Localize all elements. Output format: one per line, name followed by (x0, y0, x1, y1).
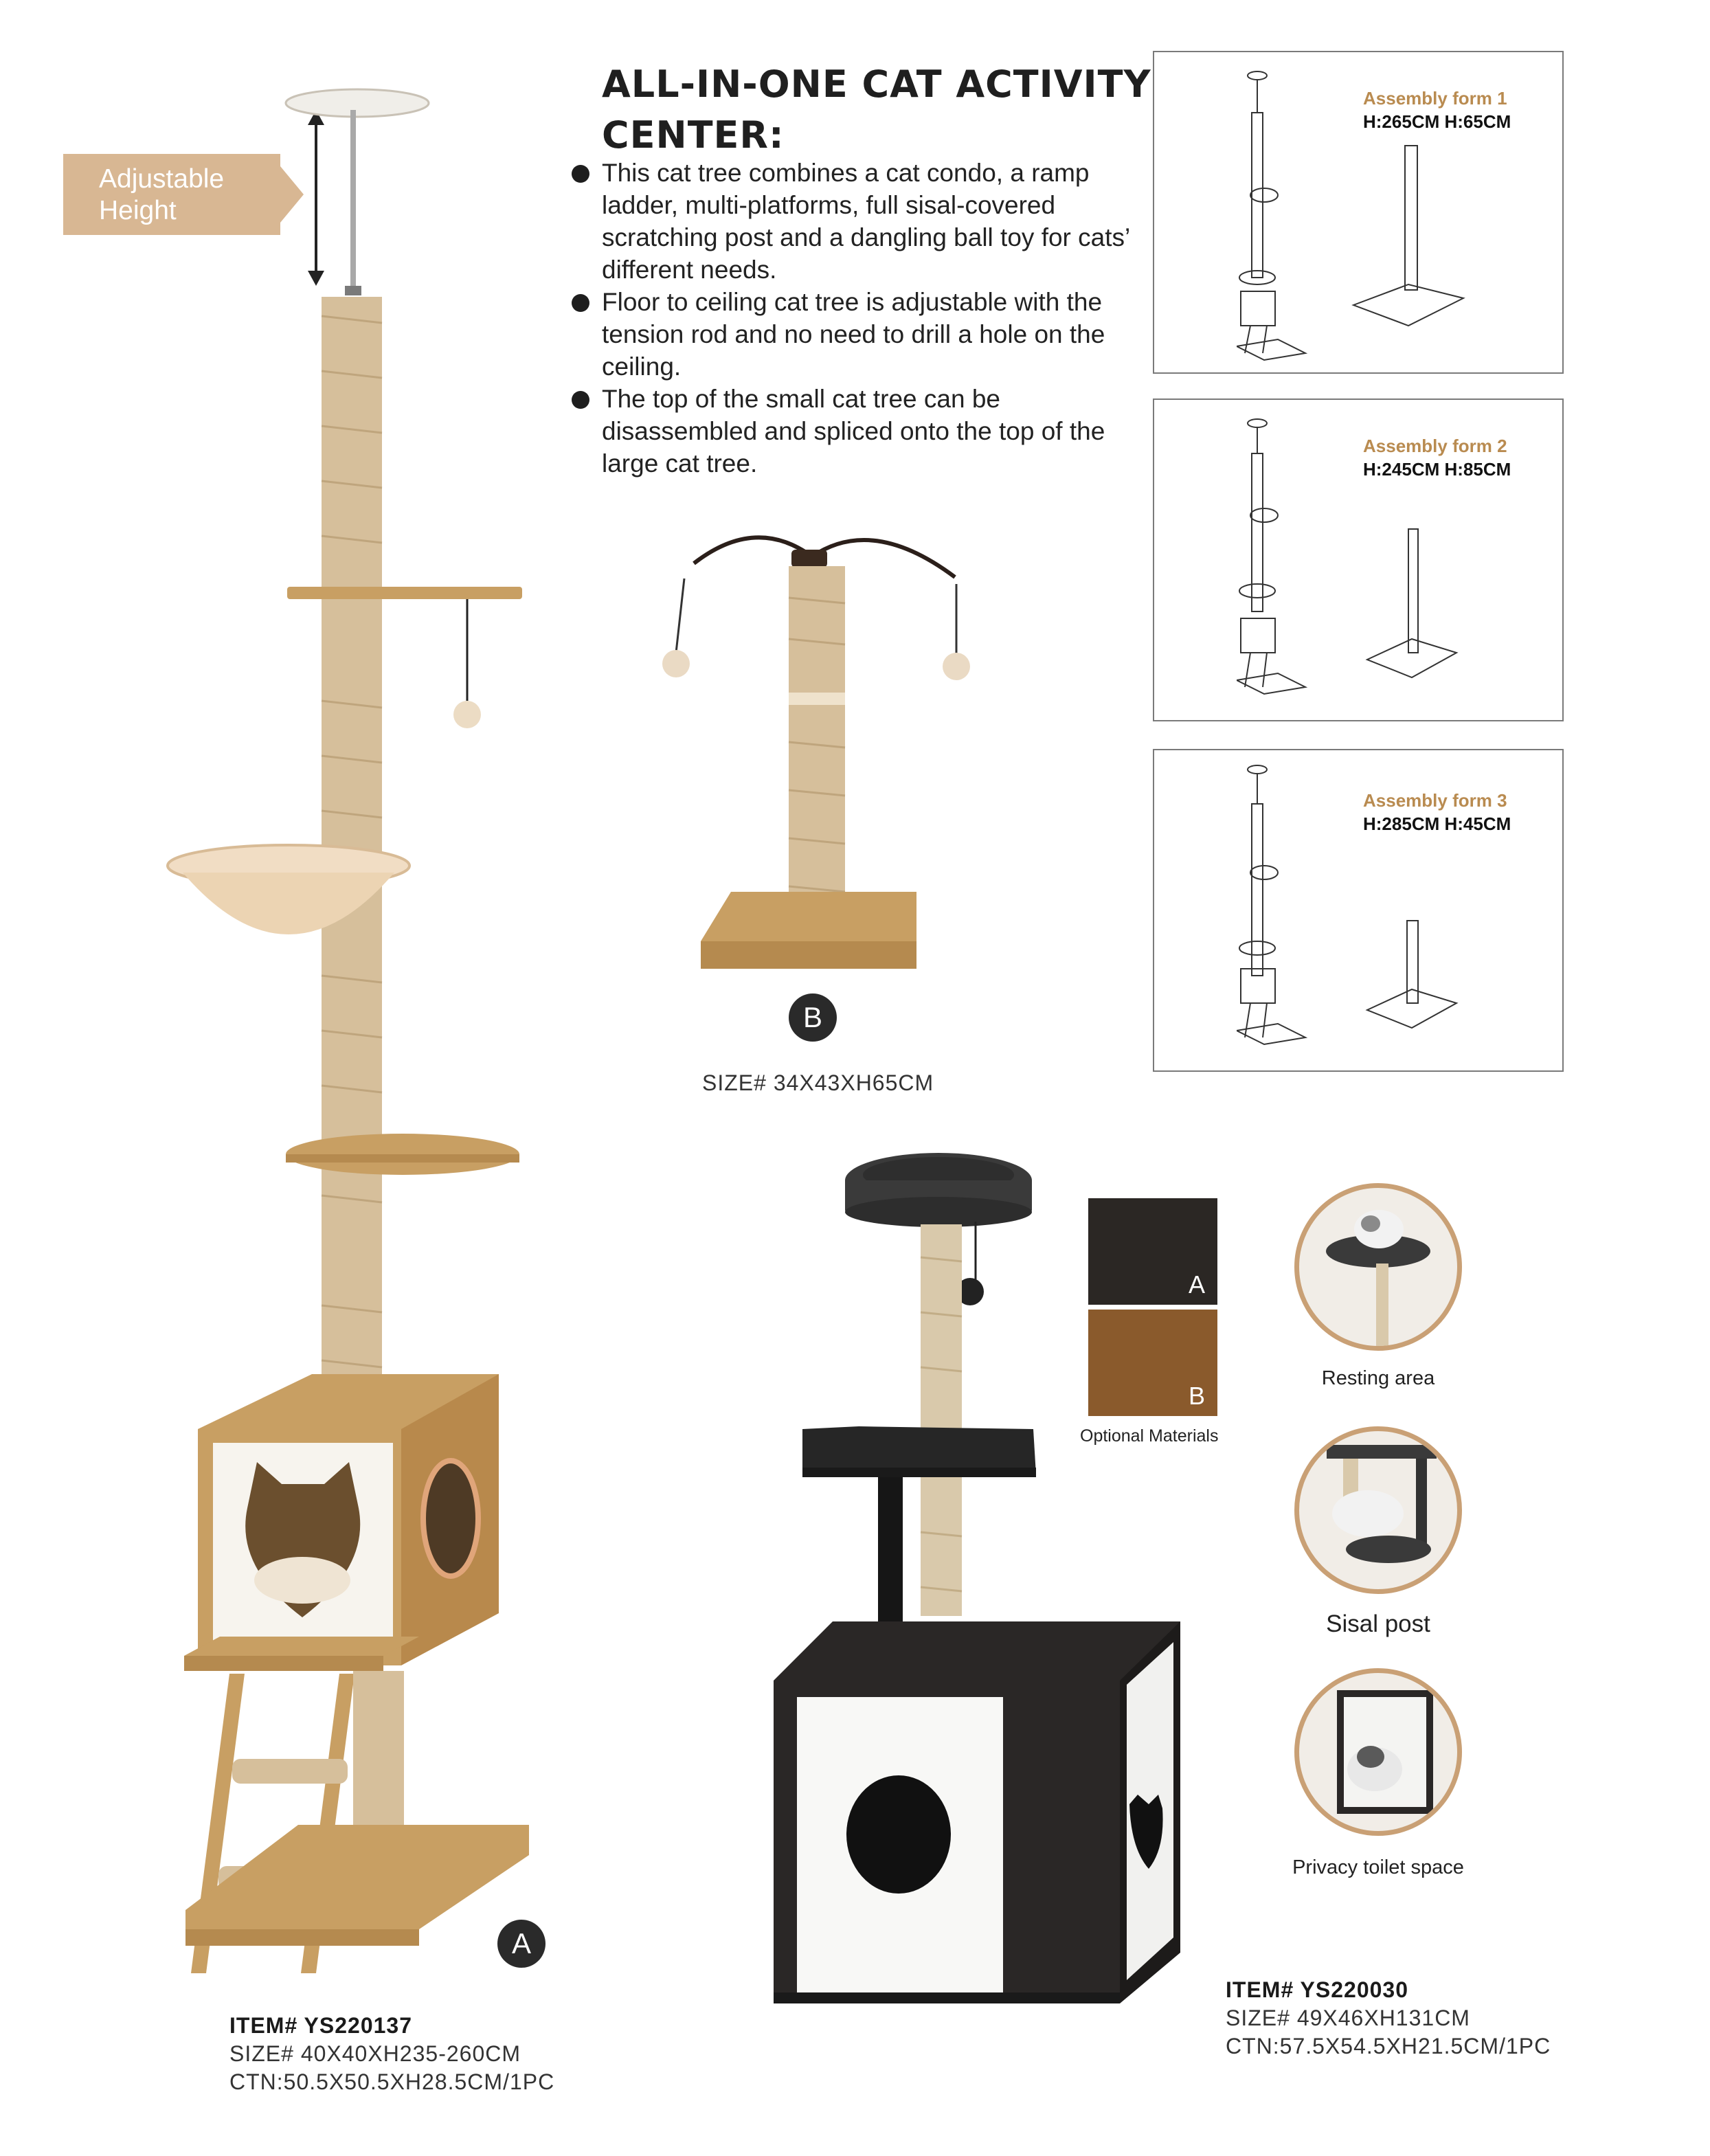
material-swatch-b (1088, 1310, 1217, 1416)
privacy-toilet-label: Privacy toilet space (1292, 1856, 1464, 1878)
optional-materials-label: Optional Materials (1080, 1426, 1219, 1446)
product-c-size: SIZE# 49X46XH131CM (1226, 2006, 1470, 2030)
assembly-form-1-dims: H:265CM H:65CM (1363, 111, 1511, 132)
adjustable-tag-line2: Height (99, 196, 177, 225)
assembly-form-3-diagram (1237, 763, 1511, 1065)
product-c-item-number: ITEM# YS220030 (1226, 1977, 1409, 2002)
swatch-b-letter: B (1188, 1382, 1205, 1410)
assembly-form-2-dims: H:245CM H:85CM (1363, 459, 1511, 480)
product-b-image (660, 522, 976, 989)
resting-area-label: Resting area (1321, 1367, 1435, 1389)
product-a-specs (229, 2013, 710, 2095)
assembly-form-3-title: Assembly form 3 (1363, 790, 1507, 811)
assembly-form-1-diagram (1237, 65, 1511, 367)
product-a-item-number: ITEM# YS220137 (229, 2013, 413, 2038)
product-a-image (117, 82, 543, 1992)
assembly-form-2-title: Assembly form 2 (1363, 436, 1507, 456)
product-a-size: SIZE# 40X40XH235-260CM (229, 2041, 521, 2066)
headline: ALL-IN-ONE CAT ACTIVITY CENTER: (602, 63, 1151, 157)
bullet-item: Floor to ceiling cat tree is adjustable with the tension rod and no need to drill a hole on the ceiling. (570, 286, 1134, 383)
assembly-form-2-panel (1153, 398, 1564, 721)
privacy-toilet-photo (1294, 1668, 1462, 1836)
assembly-form-1-panel (1153, 51, 1564, 374)
product-b-size: SIZE# 34X43XH65CM (702, 1070, 934, 1095)
product-a-carton: CTN:50.5X50.5XH28.5CM/1PC (229, 2069, 555, 2094)
feature-bullet-list (570, 157, 1134, 480)
assembly-form-3-panel (1153, 749, 1564, 1072)
bullet-item: This cat tree combines a cat condo, a ramp ladder, multi-platforms, full sisal-covered scratching post and a dangling ball toy for cats’ different needs. (570, 157, 1134, 286)
product-c-specs (1226, 1977, 1638, 2059)
resting-area-photo (1294, 1183, 1462, 1351)
bullet-item: The top of the small cat tree can be disassembled and spliced onto the top of the large cat tree. (570, 383, 1134, 480)
assembly-form-1-title: Assembly form 1 (1363, 88, 1507, 109)
product-c-carton: CTN:57.5X54.5XH21.5CM/1PC (1226, 2034, 1551, 2058)
product-a-label: A (497, 1920, 545, 1968)
assembly-form-3-dims: H:285CM H:45CM (1363, 813, 1511, 834)
adjustable-tag-line1: Adjustable (99, 164, 225, 194)
assembly-form-2-diagram (1237, 412, 1511, 715)
sisal-post-label: Sisal post (1326, 1610, 1430, 1637)
swatch-a-letter: A (1188, 1270, 1205, 1299)
material-swatch-a (1088, 1198, 1217, 1305)
sisal-post-photo (1294, 1426, 1462, 1594)
height-arrow-icon (308, 110, 324, 286)
product-b-label: B (789, 993, 837, 1042)
